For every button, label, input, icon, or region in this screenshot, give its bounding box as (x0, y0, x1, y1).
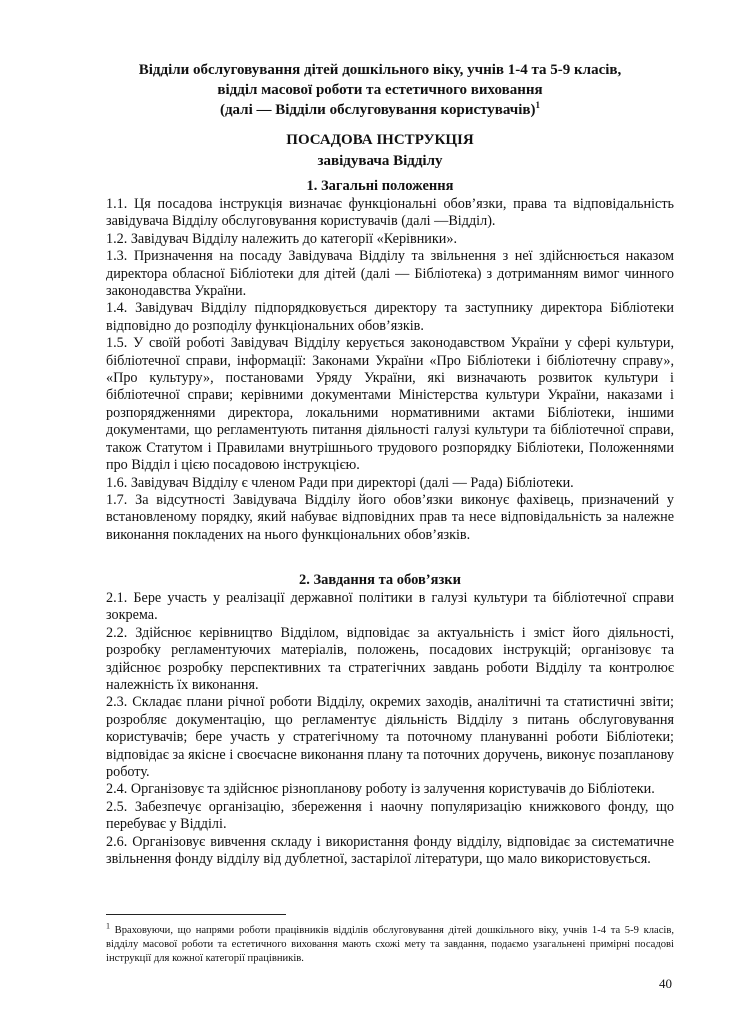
header-line-2: відділ масової роботи та естетичного виховання (217, 82, 543, 98)
paragraph-1-6: 1.6. Завідувач Відділу є членом Ради при директорі (далі — Рада) Бібліотеки. (106, 474, 574, 491)
document-subtitle: завідувача Відділу (317, 153, 443, 169)
paragraph-1-3: 1.3. Призначення на посаду Завідувача Відділу та звільнення з неї здійснюється наказом директора обласної Бібліотеки для дітей (далі — Бібліотека) з дотриманням вимог чинного законодавства України. (106, 248, 674, 300)
footnote-divider (106, 914, 286, 915)
footnote-mark: 1 (106, 921, 110, 931)
document-title-block (80, 130, 680, 172)
header-line-3 (80, 100, 680, 120)
paragraph-2-6: 2.6. Організовує вивчення складу і використання фонду відділу, відповідає за систематичне звільнення фонду відділу від дублетної, застарілої літератури, що мало використовується. (106, 833, 674, 868)
paragraph-2-1: 2.1. Бере участь у реалізації державної політики в галузі культури та бібліотечної справи зокрема. (106, 590, 674, 624)
paragraph-1-1: 1.1. Ця посадова інструкція визначає функціональні обов’язки, права та відповідальність завідувача Відділу обслуговування користувачів (далі —Відділ). (106, 196, 674, 230)
footnote-reference[interactable]: 1 (535, 100, 541, 110)
paragraph-1-5: 1.5. У своїй роботі Завідувач Відділу керується законодавством України у сфері культури, бібліотечної справи, інформації: Законами України «Про Бібліотеки і бібліотечну справу», «Про культуру», постановами Уряду України, які визначають розвиток культури і бібліотечної справи; керівними документами Міністерства культури України, наказами і розпорядженнями директора, локальними нормативними актами Бібліотеки, іншими документами, що регламентують питання діяльності галузі культури та бібліотечної справи, також Статутом і Правилами внутрішнього трудового розпорядку Бібліотеки, Положеннями про Відділ і цією посадовою інструкцією. (106, 335, 674, 474)
footnote (106, 921, 674, 966)
paragraph-2-4: 2.4. Організовує та здійснює різнопланову роботу із залучення користувачів до Бібліотеки. (106, 781, 655, 798)
paragraph-2-5: 2.5. Забезпечує організацію, збереження і наочну популяризацію книжкового фонду, що перебуває у Відділі. (106, 798, 674, 833)
section-2-body (106, 590, 674, 869)
paragraph-1-2: 1.2. Завідувач Відділу належить до категорії «Керівники». (106, 230, 458, 247)
paragraph-2-3: 2.3. Складає плани річної роботи Відділу, окремих заходів, аналітичні та статистичні звіти; розробляє документацію, що регламентує діяльність Відділу з питань обслуговування користувачів; бере участь у стратегічному та поточному плануванні роботи Бібліотеки; відповідає за якісне і своєчасне виконання плану та поточних доручень, виконує позапланову роботу. (106, 694, 674, 781)
footnote-text: Враховуючи, що напрями роботи працівників відділів обслуговування дітей дошкільного віку, учнів 1-4 та 5-9 класів, відділу масової роботи та естетичного виховання мають схожі мету та завдання, подаємо узагальнені примірні посадові інструкції для кожної категорії працівників. (106, 925, 674, 964)
section-1-body (106, 196, 674, 544)
page-number: 40 (659, 976, 672, 991)
section-2-heading: 2. Завдання та обов’язки (298, 572, 462, 588)
document-title: ПОСАДОВА ІНСТРУКЦІЯ (286, 132, 474, 148)
header-line-3-text: (далі — Відділи обслуговування користувачів) (219, 102, 536, 118)
section-1-heading: 1. Загальні положення (306, 178, 454, 194)
paragraph-1-7: 1.7. За відсутності Завідувача Відділу його обов’язки виконує фахівець, призначений у встановленому порядку, який набуває відповідних прав та несе відповідальність за належне виконання покладених на нього функціональних обов’язків. (106, 491, 674, 543)
header-line-1: Відділи обслуговування дітей дошкільного віку, учнів 1-4 та 5-9 класів, (138, 62, 622, 78)
paragraph-2-2: 2.2. Здійснює керівництво Відділом, відповідає за актуальність і зміст його діяльності, розробку регламентуючих матеріалів, положень, посадових інструкцій; організовує та здійснює розробку перспективних та стратегічних завдань роботи Відділу та контролює належність їх виконання. (106, 624, 674, 694)
paragraph-1-4: 1.4. Завідувач Відділу підпорядковується директору та заступнику директора Бібліотеки відповідно до розподілу функціональних обов’язків. (106, 300, 674, 334)
department-header (80, 60, 680, 120)
